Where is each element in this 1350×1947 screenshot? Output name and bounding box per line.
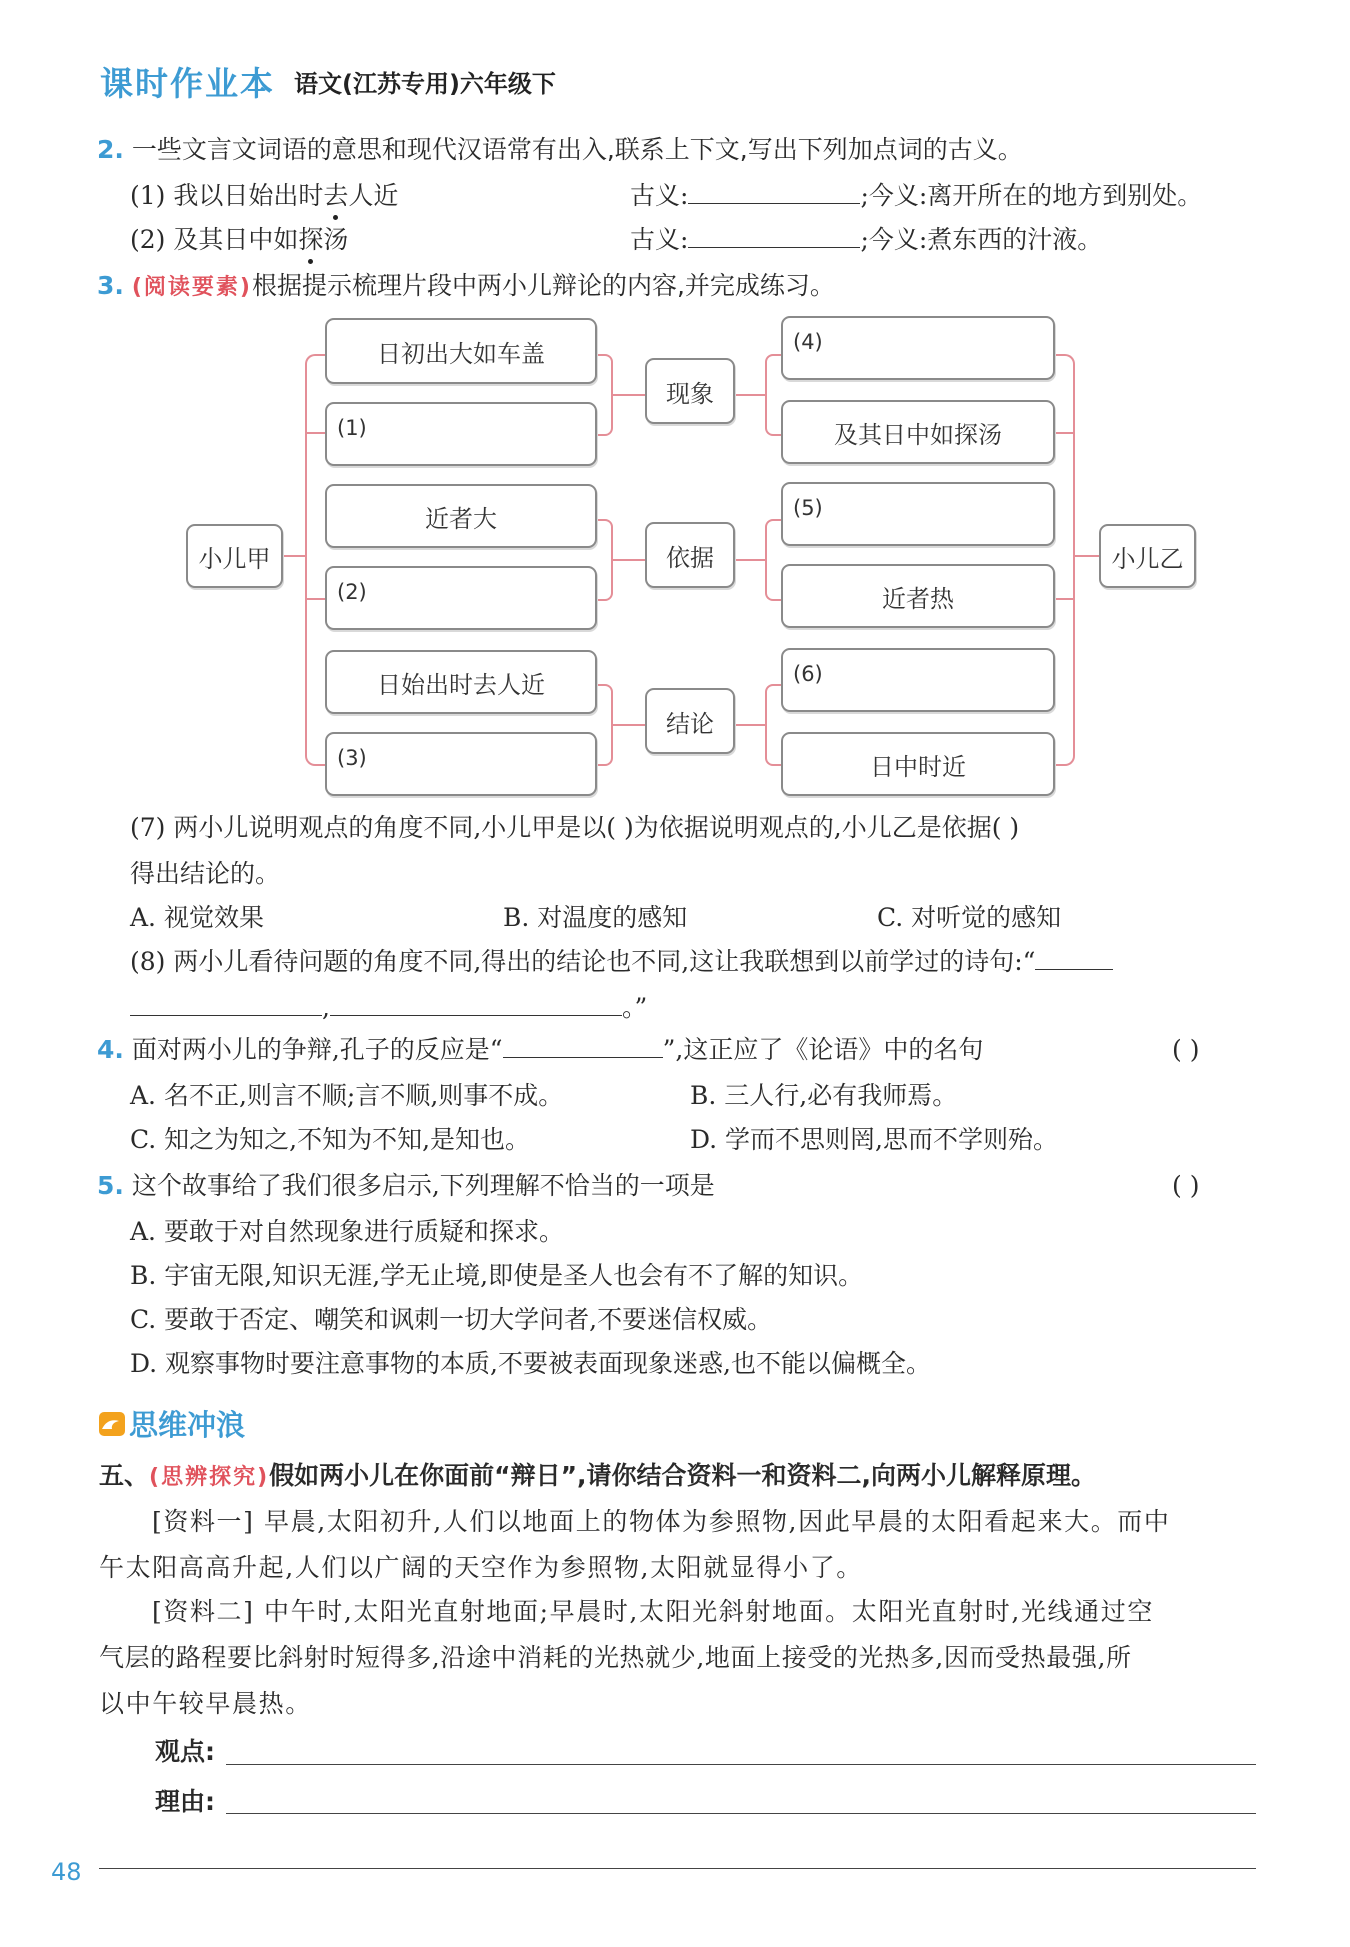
reason-label: 理由: <box>155 1787 215 1816</box>
q2-item-1-after: 人近 <box>348 181 399 210</box>
person-box-right: 小儿乙 <box>1099 524 1196 588</box>
q2-item-1-jin: ;今义:离开所在的地方到别处。 <box>860 181 1203 210</box>
left-box-4[interactable]: (2) <box>325 566 597 630</box>
middle-box-phenomenon: 现象 <box>645 358 735 424</box>
q2-item-2-label: (2) 及其日中如 <box>130 225 299 254</box>
q3-p8-line2 <box>130 990 647 1026</box>
q4-text-a: 面对两小儿的争辩,孔子的反应是“ <box>131 1035 503 1064</box>
q3-text: 根据提示梳理片段中两小儿辩论的内容,并完成练习。 <box>251 271 835 300</box>
q3-p8-blank-1b[interactable] <box>130 991 322 1016</box>
q5-option-b[interactable]: B. 宇宙无限,知识无涯,学无止境,即使是圣人也会有不了解的知识。 <box>130 1261 864 1290</box>
q5-stem <box>97 1168 715 1204</box>
left-box-3: 近者大 <box>325 484 597 548</box>
q4-answer-paren[interactable]: ( ) <box>1172 1035 1200 1064</box>
q2-text: 一些文言文词语的意思和现代汉语常有出入,联系上下文,写出下列加点词的古义。 <box>131 135 1023 164</box>
left-bracket <box>305 354 325 766</box>
q3-p8-text: (8) 两小儿看待问题的角度不同,得出的结论也不同,这让我联想到以前学过的诗句:“ <box>130 947 1036 976</box>
q4-option-c[interactable]: C. 知之为知之,不知为不知,是知也。 <box>130 1125 531 1154</box>
q3-p7-line1: (7) 两小儿说明观点的角度不同,小儿甲是以( )为依据说明观点的,小儿乙是依据( ) <box>130 813 1020 842</box>
right-bracket <box>1055 354 1075 766</box>
q5b-text: 假如两小儿在你面前“辩日”,请你结合资料一和资料二,向两小儿解释原理。 <box>269 1461 1096 1490</box>
q3-p8-line1 <box>130 944 1113 980</box>
q3-p7-line2: 得出结论的。 <box>130 859 281 888</box>
right-box-1[interactable]: (4) <box>781 316 1055 380</box>
q4-blank[interactable] <box>503 1033 663 1058</box>
q2-item-1 <box>130 178 398 214</box>
section-header <box>99 1403 245 1444</box>
q2-item-2-gu-label: 古义: <box>630 225 689 254</box>
q5b-stem <box>99 1458 1096 1496</box>
q5-option-c[interactable]: C. 要敢于否定、嘲笑和讽刺一切大学问者,不要迷信权威。 <box>130 1305 773 1334</box>
material-1-line2: 午太阳高高升起,人们以广阔的天空作为参照物,太阳就显得小了。 <box>99 1553 863 1582</box>
q2-item-2-blank[interactable] <box>688 223 860 248</box>
reason-answer-line[interactable] <box>226 1813 1256 1814</box>
left-box-5: 日始出时去人近 <box>325 650 597 714</box>
right-box-4: 近者热 <box>781 564 1055 628</box>
wave-icon <box>99 1412 125 1436</box>
q2-item-2-after: 汤 <box>323 225 349 254</box>
q2-item-2 <box>130 222 348 258</box>
q4-option-a[interactable]: A. 名不正,则言不顺;言不顺,则事不成。 <box>130 1081 564 1110</box>
q2-number: 2. <box>97 135 124 164</box>
section-title: 思维冲浪 <box>129 1408 246 1442</box>
q3-p8-sep: , <box>322 993 330 1022</box>
brand-title: 课时作业本 <box>100 64 275 103</box>
q5-answer-paren[interactable]: ( ) <box>1172 1171 1200 1200</box>
right-box-2: 及其日中如探汤 <box>781 400 1055 464</box>
q3-p8-blank-1a[interactable] <box>1035 945 1113 970</box>
q2-stem <box>97 132 1023 168</box>
q3-option-a[interactable]: A. 视觉效果 <box>130 903 264 932</box>
q4-option-b[interactable]: B. 三人行,必有我师焉。 <box>690 1081 958 1110</box>
person-box-left: 小儿甲 <box>186 524 283 588</box>
page-number: 48 <box>51 1858 82 1886</box>
viewpoint-answer-line[interactable] <box>226 1764 1256 1765</box>
book-subtitle: 语文(江苏专用)六年级下 <box>294 70 556 98</box>
q2-item-2-answer <box>630 222 1102 258</box>
q3-number: 3. <box>97 271 124 300</box>
q3-option-c[interactable]: C. 对听觉的感知 <box>877 903 1062 932</box>
q5-number: 5. <box>97 1171 124 1200</box>
q5-option-d[interactable]: D. 观察事物时要注意事物的本质,不要被表面现象迷惑,也不能以偏概全。 <box>130 1349 931 1378</box>
material-2-line1: [资料二] 中午时,太阳光直射地面;早晨时,太阳光斜射地面。太阳光直射时,光线通过空 <box>152 1597 1154 1626</box>
q5-option-a[interactable]: A. 要敢于对自然现象进行质疑和探求。 <box>130 1217 564 1246</box>
q3-p8-end: 。” <box>621 993 648 1022</box>
right-box-6: 日中时近 <box>781 732 1055 796</box>
middle-box-basis: 依据 <box>645 522 735 588</box>
q4-stem <box>97 1032 983 1068</box>
q3-tag: (阅读要素) <box>131 275 252 300</box>
left-box-2[interactable]: (1) <box>325 402 597 466</box>
q5-text: 这个故事给了我们很多启示,下列理解不恰当的一项是 <box>131 1171 715 1200</box>
q4-number: 4. <box>97 1035 124 1064</box>
left-box-6[interactable]: (3) <box>325 732 597 796</box>
left-box-1: 日初出大如车盖 <box>325 318 597 384</box>
viewpoint-label: 观点: <box>155 1737 215 1766</box>
material-2-line3: 以中午较早晨热。 <box>99 1689 312 1718</box>
q2-item-1-blank[interactable] <box>688 179 860 204</box>
q3-option-b[interactable]: B. 对温度的感知 <box>503 903 688 932</box>
q3-p8-blank-2[interactable] <box>330 991 622 1016</box>
q4-option-d[interactable]: D. 学而不思则罔,思而不学则殆。 <box>690 1125 1058 1154</box>
right-box-5[interactable]: (6) <box>781 648 1055 712</box>
q3-stem <box>97 268 835 306</box>
q5b-number: 五、 <box>99 1461 150 1490</box>
q4-text-b: ”,这正应了《论语》中的名句 <box>662 1035 984 1064</box>
q2-item-2-jin: ;今义:煮东西的汁液。 <box>860 225 1103 254</box>
footer-rule <box>99 1868 1256 1869</box>
q2-item-1-label: (1) 我以日始出时 <box>130 181 324 210</box>
q2-item-2-dotted-word: 探 <box>298 222 323 258</box>
q5b-tag: (思辨探究) <box>149 1465 270 1490</box>
q2-item-1-gu-label: 古义: <box>630 181 689 210</box>
q2-item-1-answer <box>630 178 1202 214</box>
material-1-line1: [资料一] 早晨,太阳初升,人们以地面上的物体为参照物,因此早晨的太阳看起来大。而中 <box>152 1507 1171 1536</box>
q2-item-1-dotted-word: 去 <box>323 178 348 214</box>
right-box-3[interactable]: (5) <box>781 482 1055 546</box>
middle-box-conclusion: 结论 <box>645 688 735 754</box>
material-2-line2: 气层的路程要比斜射时短得多,沿途中消耗的光热就少,地面上接受的光热多,因而受热最强,所 <box>99 1643 1132 1672</box>
